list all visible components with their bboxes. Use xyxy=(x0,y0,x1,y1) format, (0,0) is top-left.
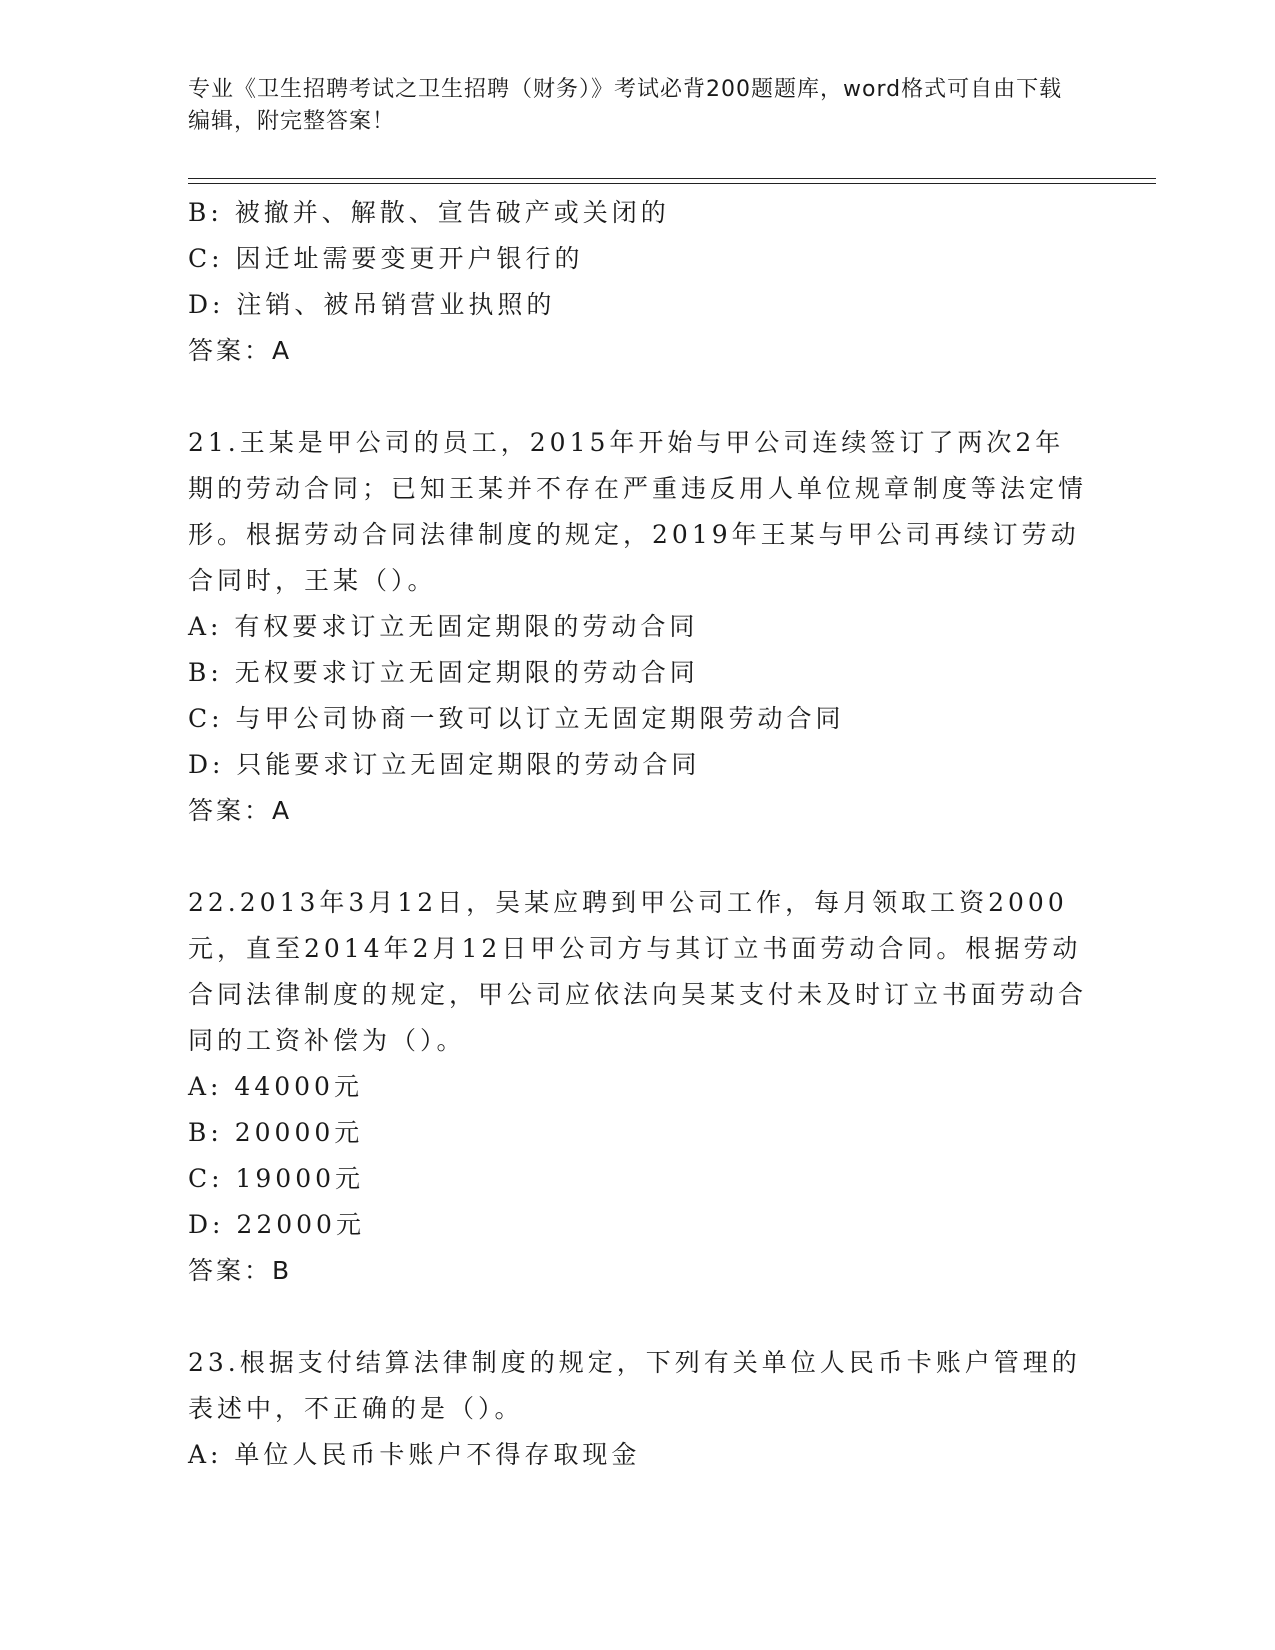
answer-line: 答案：B xyxy=(188,1256,293,1285)
question-22 xyxy=(188,880,1088,1294)
answer-line: 答案：A xyxy=(188,336,293,365)
option-b: B: 无权要求订立无固定期限的劳动合同 xyxy=(188,658,699,687)
option-d: D: 只能要求订立无固定期限的劳动合同 xyxy=(188,750,701,779)
question-text: 21.王某是甲公司的员工，2015年开始与甲公司连续签订了两次2年期的劳动合同；已知王某并不存在严重违反用人单位规章制度等法定情形。根据劳动合同法律制度的规定，2019年王某与甲公司再续订劳动合同时，王某（）。 xyxy=(188,428,1088,595)
question-text: 23.根据支付结算法律制度的规定，下列有关单位人民币卡账户管理的表述中，不正确的是（）。 xyxy=(188,1348,1081,1423)
prev-question-block xyxy=(188,190,1088,374)
option-a: A: 有权要求订立无固定期限的劳动合同 xyxy=(188,612,699,641)
option-c: C: 与甲公司协商一致可以订立无固定期限劳动合同 xyxy=(188,704,845,733)
spacer xyxy=(188,374,1088,420)
header-divider-bottom xyxy=(188,183,1156,184)
header-divider-top xyxy=(188,178,1156,179)
question-text: 22.2013年3月12日，吴某应聘到甲公司工作，每月领取工资2000元，直至2014年2月12日甲公司方与其订立书面劳动合同。根据劳动合同法律制度的规定，甲公司应依法向吴某支付未及时订立书面劳动合同的工资补偿为（）。 xyxy=(188,888,1088,1055)
spacer xyxy=(188,834,1088,880)
option-c: C: 因迁址需要变更开户银行的 xyxy=(188,244,584,273)
option-c: C: 19000元 xyxy=(188,1164,365,1193)
question-23 xyxy=(188,1340,1088,1478)
option-d: D: 注销、被吊销营业执照的 xyxy=(188,290,556,319)
option-b: B: 被撤并、解散、宣告破产或关闭的 xyxy=(188,198,670,227)
option-b: B: 20000元 xyxy=(188,1118,364,1147)
spacer xyxy=(188,1294,1088,1340)
option-a: A: 单位人民币卡账户不得存取现金 xyxy=(188,1440,641,1469)
question-21 xyxy=(188,420,1088,834)
document-header xyxy=(188,74,1068,138)
option-a: A: 44000元 xyxy=(188,1072,363,1101)
document-title: 专业《卫生招聘考试之卫生招聘（财务）》考试必背200题题库，word格式可自由下载编辑，附完整答案！ xyxy=(188,77,1063,134)
option-d: D: 22000元 xyxy=(188,1210,365,1239)
answer-line: 答案：A xyxy=(188,796,293,825)
document-body xyxy=(188,190,1088,1478)
